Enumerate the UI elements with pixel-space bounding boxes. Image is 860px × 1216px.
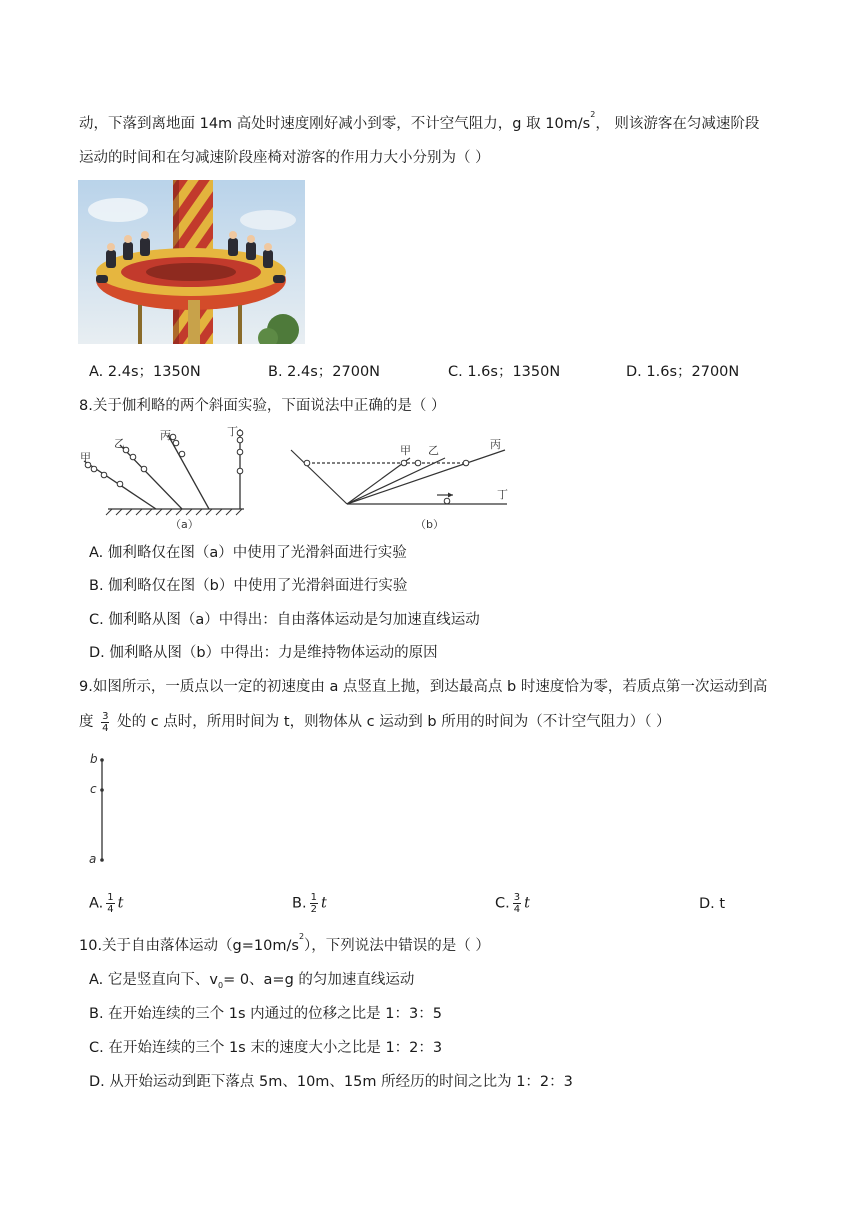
q9-fraction (101, 711, 109, 734)
q10-option-a-text: A. 它是竖直向下、v (89, 972, 218, 988)
q10-option-b[interactable]: B. 在开始连续的三个 1s 内通过的位移之比是 1：3：5 (89, 1006, 442, 1022)
q9-option-a-var: t (117, 895, 124, 912)
q10-option-a[interactable] (89, 968, 414, 990)
q9-option-a-numerator: 1 (107, 892, 114, 903)
drop-tower-photo (78, 180, 305, 344)
vertical-throw-figure (86, 748, 116, 870)
q7-stem-text: 动，下落到离地面 14m 高处时速度刚好减小到零，不计空气阻力，g 取 10m/s (79, 116, 591, 132)
q7-option-c[interactable]: C. 1.6s；1350N (448, 364, 561, 380)
point-b-label: b (90, 752, 98, 766)
fig-a-caption: （a） (170, 518, 199, 531)
q9-stem-text: 度 (79, 714, 94, 730)
q7-option-b[interactable]: B. 2.4s；2700N (268, 364, 381, 380)
q8-option-a[interactable]: A. 伽利略仅在图（a）中使用了光滑斜面进行实验 (89, 545, 407, 561)
q9-option-b-numerator: 1 (310, 892, 317, 903)
q9-option-c-var: t (524, 895, 530, 912)
q9-option-c[interactable] (495, 892, 530, 915)
point-c-label: c (90, 782, 97, 796)
q10-exponent: 2 (298, 932, 305, 941)
q9-option-c-denominator: 4 (513, 904, 521, 915)
q9-option-d[interactable] (699, 896, 725, 912)
q9-stem-line2 (79, 710, 671, 734)
q9-option-c-numerator: 3 (513, 892, 521, 903)
q8-option-d[interactable]: D. 伽利略从图（b）中得出：力是维持物体运动的原因 (89, 645, 438, 661)
fig-a-label-ding: 丁 (227, 425, 238, 438)
q10-stem-text-end: ），下列说法中错误的是（ ） (304, 938, 490, 954)
q10-option-d[interactable]: D. 从开始运动到距下落点 5m、10m、15m 所经历的时间之比为 1：2：3 (89, 1074, 573, 1090)
q10-stem (79, 934, 490, 955)
q7-option-a[interactable]: A. 2.4s；1350N (89, 364, 201, 380)
q9-option-c-fraction (513, 892, 521, 915)
fig-b-caption: （b） (415, 518, 444, 531)
q7-exponent: 2 (590, 110, 596, 119)
q7-stem-line2: 运动的时间和在匀减速阶段座椅对游客的作用力大小分别为（ ） (79, 150, 490, 166)
q9-option-b-var: t (320, 895, 327, 912)
galileo-figure-a (78, 425, 253, 535)
fig-b-label-yi: 乙 (428, 444, 439, 457)
q9-option-b-fraction (310, 892, 318, 915)
q9-stem-line1: 9.如图所示，一质点以一定的初速度由 a 点竖直上抛，到达最高点 b 时速度恰为零，若质点第一次运动到高 (79, 679, 768, 695)
fig-b-label-ding: 丁 (497, 488, 508, 501)
galileo-figure-b (285, 438, 510, 535)
fig-b-label-jia: 甲 (400, 444, 411, 457)
q10-option-c[interactable]: C. 在开始连续的三个 1s 末的速度大小之比是 1：2：3 (89, 1040, 443, 1056)
q9-option-a-denominator: 4 (107, 904, 114, 915)
q9-option-a-letter: A. (89, 895, 104, 912)
q9-option-b-letter: B. (292, 895, 307, 912)
q10-stem-text: 10.关于自由落体运动（g=10m/s (79, 938, 299, 954)
q9-option-c-letter: C. (495, 895, 510, 912)
q9-option-a[interactable] (89, 892, 123, 915)
q7-stem-line1 (79, 112, 759, 133)
q8-stem: 8.关于伽利略的两个斜面实验，下面说法中正确的是（ ） (79, 398, 446, 414)
q9-option-d-text: t (719, 896, 726, 912)
q9-option-b[interactable] (292, 892, 327, 915)
q8-option-c[interactable]: C. 伽利略从图（a）中得出：自由落体运动是匀加速直线运动 (89, 612, 480, 628)
q9-option-a-fraction (106, 892, 114, 915)
q9-option-d-letter: D. (699, 896, 715, 912)
q8-option-b[interactable]: B. 伽利略仅在图（b）中使用了光滑斜面进行实验 (89, 578, 408, 594)
fig-a-label-bing: 丙 (160, 429, 171, 442)
fig-b-label-bing: 丙 (490, 438, 501, 451)
q9-option-b-denominator: 2 (310, 904, 317, 915)
q10-option-a-text-end: = 0、a=g 的匀加速直线运动 (223, 972, 415, 988)
fig-a-label-jia: 甲 (80, 451, 91, 464)
q7-stem-text-end: ， 则该游客在匀减速阶段 (595, 116, 760, 132)
q9-fraction-denominator: 4 (102, 722, 109, 734)
point-a-label: a (89, 852, 97, 866)
fig-a-label-yi: 乙 (114, 437, 125, 450)
q9-fraction-numerator: 3 (102, 710, 109, 722)
q9-stem-text-end: 处的 c 点时，所用时间为 t，则物体从 c 运动到 b 所用的时间为（不计空气阻力）（ ） (117, 714, 671, 730)
q7-option-d[interactable]: D. 1.6s；2700N (626, 364, 740, 380)
q10-option-a-subscript: 0 (217, 980, 224, 990)
